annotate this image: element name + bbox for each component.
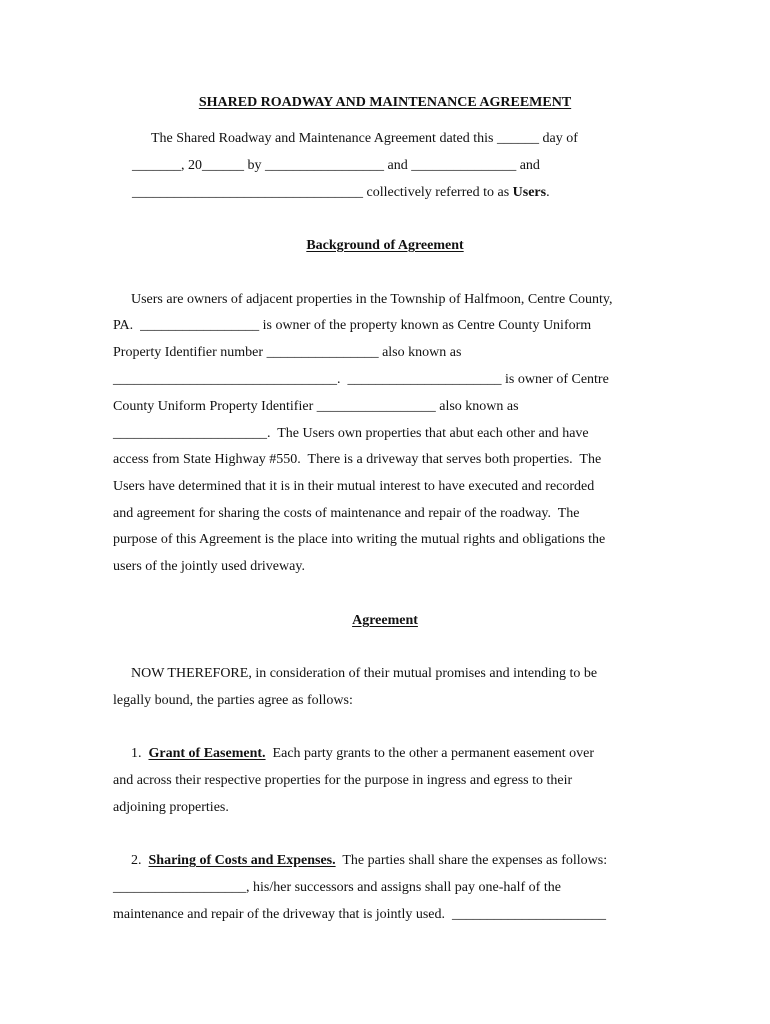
intro-line-3-text: _________________________________ collectively referred to as [132,185,513,200]
background-line: Users have determined that it is in their mutual interest to have executed and recorded [113,479,595,494]
intro-line-3-end: . [546,185,550,200]
background-line: and agreement for sharing the costs of maintenance and repair of the roadway. The [113,506,580,521]
background-line: Users are owners of adjacent properties in the Township of Halfmoon, Centre County, [131,292,613,307]
item-2-first-line [131,853,607,869]
now-therefore-line: NOW THEREFORE, in consideration of their mutual promises and intending to be [131,666,598,681]
item-2-number: 2. [131,853,142,868]
item-1-line: adjoining properties. [113,800,229,815]
intro-line-1: The Shared Roadway and Maintenance Agreement dated this ______ day of [151,131,578,146]
background-line: purpose of this Agreement is the place into writing the mutual rights and obligations the [113,532,606,547]
item-1-line: and across their respective properties for the purpose in ingress and egress to their [113,773,573,788]
document-title: SHARED ROADWAY AND MAINTENANCE AGREEMENT [198,95,572,110]
item-1-text: Each party grants to the other a permanent easement over [265,746,595,761]
agreement-heading: Agreement [352,613,418,628]
item-2-text: The parties shall share the expenses as follows: [335,853,608,868]
intro-line-3 [132,185,550,201]
background-line: Property Identifier number ________________ also known as [113,345,462,360]
background-line: PA. _________________ is owner of the property known as Centre County Uniform [113,318,592,333]
background-line: users of the jointly used driveway. [113,559,305,574]
background-line: ________________________________. ______________________ is owner of Centre [113,372,609,387]
item-2-line: maintenance and repair of the driveway that is jointly used. ______________________ [113,907,607,922]
background-line: access from State Highway #550. There is a driveway that serves both properties. The [113,452,602,467]
item-1-first-line [131,746,594,762]
intro-line-2: _______, 20______ by _________________ and _______________ and [132,158,540,173]
item-1-number: 1. [131,746,142,761]
background-line: ______________________. The Users own properties that abut each other and have [113,426,589,441]
item-2-line: ___________________, his/her successors and assigns shall pay one-half of the [113,880,561,895]
item-1-title: Grant of Easement. [148,746,266,761]
now-therefore-line: legally bound, the parties agree as follows: [113,693,353,708]
background-line: County Uniform Property Identifier _________________ also known as [113,399,519,414]
users-term: Users [512,185,547,200]
item-2-title: Sharing of Costs and Expenses. [148,853,336,868]
background-heading: Background of Agreement [306,238,464,253]
